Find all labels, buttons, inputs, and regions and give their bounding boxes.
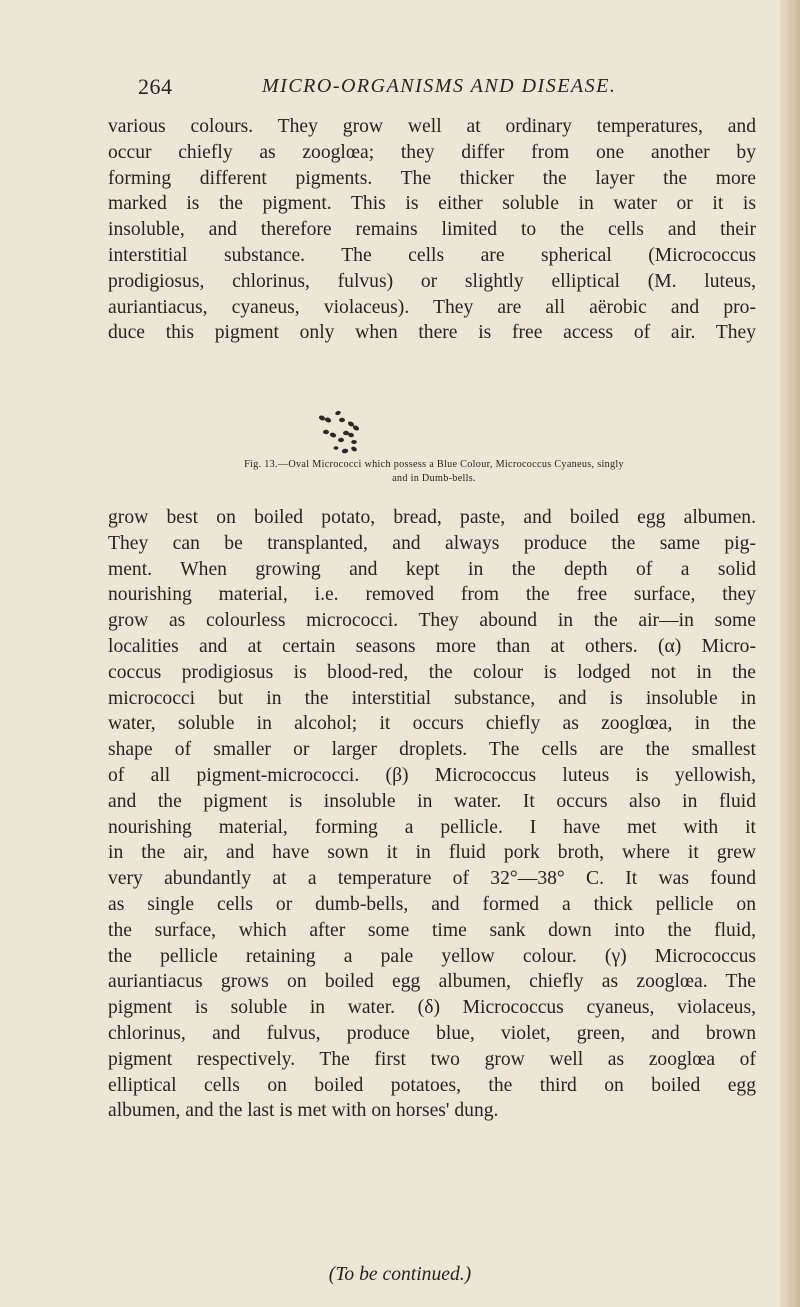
text-line: pigment is soluble in water. (δ) Micrococcus cyaneus, violaceus, bbox=[108, 997, 756, 1019]
text-line: albumen, and the last is met with on horses' dung. bbox=[108, 1100, 499, 1122]
text-line: water, soluble in alcohol; it occurs chiefly as zooglœa, in the bbox=[108, 713, 756, 735]
text-line: grow best on boiled potato, bread, paste, and boiled egg albumen. bbox=[108, 507, 756, 528]
text-line: duce this pigment only when there is free access of air. They bbox=[108, 322, 756, 344]
page-edge-shadow bbox=[780, 0, 800, 1307]
text-line: prodigiosus, chlorinus, fulvus) or slightly elliptical (M. luteus, bbox=[108, 270, 756, 292]
page-header bbox=[138, 74, 758, 106]
text-line: very abundantly at a temperature of 32°—38° C. It was found bbox=[108, 868, 756, 890]
text-line: in the air, and have sown it in fluid pork broth, where it grew bbox=[108, 842, 756, 864]
text-line: elliptical cells on boiled potatoes, the third on boiled egg bbox=[108, 1074, 756, 1096]
text-line: various colours. They grow well at ordinary temperatures, and bbox=[108, 116, 756, 137]
text-line: occur chiefly as zooglœa; they differ from one another by bbox=[108, 141, 756, 163]
text-line: marked is the pigment. This is either soluble in water or it is bbox=[108, 193, 756, 215]
text-line: nourishing material, forming a pellicle. I have met with it bbox=[108, 816, 756, 838]
paragraph-1 bbox=[108, 114, 756, 346]
to-be-continued: (To be continued.) bbox=[328, 1264, 472, 1285]
page-number: 264 bbox=[138, 74, 173, 99]
text-line: the surface, which after some time sank down into the fluid, bbox=[108, 919, 756, 941]
text-line: ment. When growing and kept in the depth of a solid bbox=[108, 558, 756, 580]
figure-caption bbox=[112, 458, 756, 486]
text-line: auriantiacus grows on boiled egg albumen, chiefly as zooglœa. The bbox=[108, 971, 756, 993]
text-line: pigment respectively. The first two grow well as zooglœa of bbox=[108, 1048, 756, 1070]
text-line: shape of smaller or larger droplets. The cells are the smallest bbox=[108, 739, 756, 761]
text-line: localities and at certain seasons more than at others. (α) Micro- bbox=[108, 635, 756, 657]
text-line: micrococci but in the interstitial substance, and is insoluble in bbox=[108, 687, 756, 709]
text-line: auriantiacus, cyaneus, violaceus). They are all aërobic and pro- bbox=[108, 296, 756, 318]
caption-line: Fig. 13.—Oval Micrococci which possess a Blue Colour, Micrococcus Cyaneus, singly bbox=[244, 459, 624, 470]
text-line: of all pigment-micrococci. (β) Micrococcus luteus is yellowish, bbox=[108, 764, 756, 786]
running-head: MICRO-ORGANISMS AND DISEASE. bbox=[262, 75, 617, 97]
text-line: chlorinus, and fulvus, produce blue, violet, green, and brown bbox=[108, 1022, 756, 1044]
text-line: forming different pigments. The thicker the layer the more bbox=[108, 167, 756, 189]
micrococci-illustration bbox=[300, 404, 380, 466]
paragraph-2 bbox=[108, 505, 756, 1124]
text-line: the pellicle retaining a pale yellow colour. (γ) Micrococcus bbox=[108, 945, 756, 967]
text-line: and the pigment is insoluble in water. It occurs also in fluid bbox=[108, 790, 756, 812]
text-line: grow as colourless micrococci. They abound in the air—in some bbox=[108, 610, 756, 632]
caption-line: and in Dumb-bells. bbox=[392, 473, 476, 484]
text-line: as single cells or dumb-bells, and formed a thick pellicle on bbox=[108, 893, 756, 915]
text-line: interstitial substance. The cells are spherical (Micrococcus bbox=[108, 244, 756, 266]
text-line: coccus prodigiosus is blood-red, the colour is lodged not in the bbox=[108, 661, 756, 683]
text-line: They can be transplanted, and always produce the same pig- bbox=[108, 532, 756, 554]
text-line: insoluble, and therefore remains limited to the cells and their bbox=[108, 219, 756, 241]
text-line: nourishing material, i.e. removed from the free surface, they bbox=[108, 584, 756, 606]
micrococci-figure bbox=[300, 404, 380, 466]
